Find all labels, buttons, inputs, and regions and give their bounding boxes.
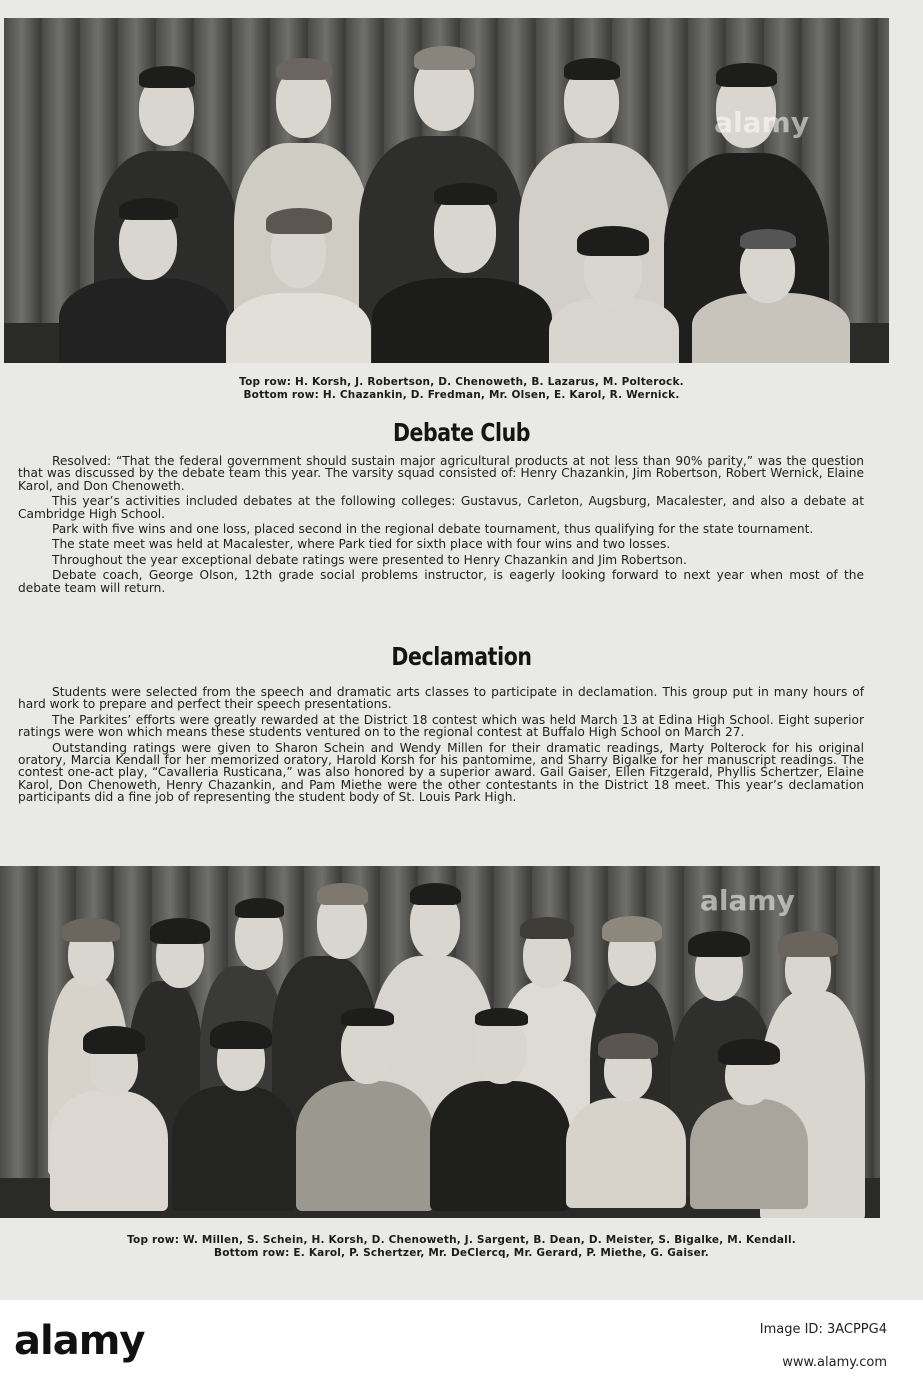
image-id: Image ID: 3ACPPG4 — [759, 1322, 887, 1337]
declamation-paragraph: Students were selected from the speech and dramatic arts classes to participate in declamation. This group put in many hours of hard work to prepare and perfect their speech presentations. — [18, 685, 864, 712]
bottom-photo-caption-bottom-row: Bottom row: E. Karol, P. Schertzer, Mr. DeClercq, Mr. Gerard, P. Miethe, G. Gaiser. — [214, 1247, 709, 1259]
debate-paragraph: Resolved: “That the federal government should sustain major agricultural products at not less than 90% parity,” was the question that was discussed by the debate team this year. The varsity squad consisted of: Henry Chazankin, Jim Robertson, Robert Wernick, Elaine Karol, and Don Chenoweth. — [18, 454, 864, 493]
debate-paragraph: Throughout the year exceptional debate ratings were presented to Henry Chazankin and Jim Robertson. — [52, 552, 687, 567]
debate-paragraph: Debate coach, George Olson, 12th grade social problems instructor, is eagerly looking forward to next year when most of the debate team will return. — [18, 568, 864, 595]
debate-paragraph: Park with five wins and one loss, placed second in the regional debate tournament, thus qualifying for the state tournament. — [52, 522, 814, 537]
top-photo-caption-top-row: Top row: H. Korsh, J. Robertson, D. Chenoweth, B. Lazarus, M. Polterock. — [239, 376, 684, 388]
debate-club-photo — [4, 18, 889, 363]
debate-club-heading: Debate Club — [392, 418, 531, 447]
declamation-paragraph: Outstanding ratings were given to Sharon Schein and Wendy Millen for their dramatic readings, Marty Polterock for his original oratory, Marcia Kendall for her memorized oratory, Harold Korsh for his pantomime, and Sharry Bigalke for her manuscript readings. The contest one-act play, “Cavalleria Rusticana,” was also honored by a superior award. Gail Gaiser, Ellen Fitzgerald, Phyllis Schertzer, Elaine Karol, Don Chenoweth, Henry Chazankin, and Pam Miethe were the other contestants in the District 18 meet. This year’s declamation participants did a fine job of representing the student body of St. Louis Park High. — [18, 740, 864, 805]
alamy-logo: alamy — [14, 1318, 145, 1364]
declamation-paragraph: The Parkites’ efforts were greatly rewarded at the District 18 contest which was held March 13 at Edina High School. Eight superior ratings were won which means these students ventured on to the regional contest at Buffalo High School on March 27. — [18, 712, 864, 740]
watermark: alamy — [714, 106, 809, 139]
bottom-photo-caption-top-row: Top row: W. Millen, S. Schein, H. Korsh, D. Chenoweth, J. Sargent, B. Dean, D. Meister, S. Bigalke, M. Kendall. — [127, 1234, 796, 1246]
debate-paragraph: This year’s activities included debates at the following colleges: Gustavus, Carleton, Augsburg, Macalester, and also a debate at Cambridge High School. — [18, 494, 864, 521]
top-photo-caption-bottom-row: Bottom row: H. Chazankin, D. Fredman, Mr. Olsen, E. Karol, R. Wernick. — [243, 389, 680, 401]
declamation-photo — [0, 866, 880, 1218]
site-url: www.alamy.com — [782, 1355, 887, 1370]
debate-club-text — [18, 455, 864, 597]
debate-paragraph: The state meet was held at Macalester, where Park tied for sixth place with four wins and two losses. — [52, 537, 671, 552]
declamation-heading: Declamation — [391, 642, 532, 671]
declamation-text — [18, 686, 864, 807]
watermark: alamy — [700, 884, 795, 917]
